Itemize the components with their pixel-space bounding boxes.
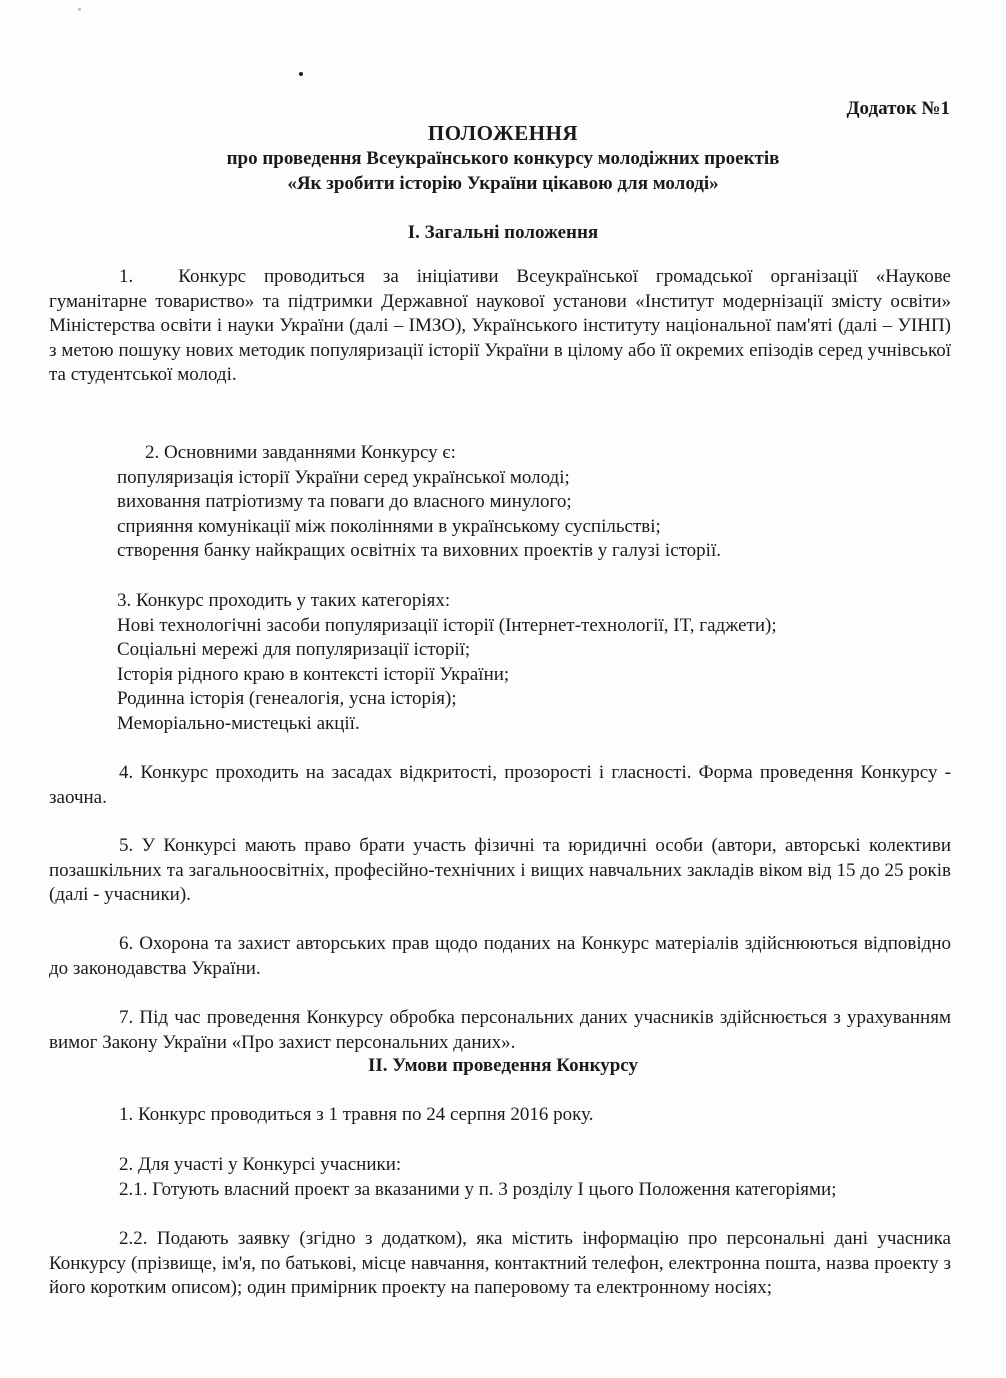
list-item: популяризація історії України серед української молоді; [117,466,570,488]
task-list [117,441,957,564]
document-subtitle: про проведення Всеукраїнського конкурсу молодіжних проектів [226,148,780,169]
paragraph [49,834,951,908]
list-item: створення банку найкращих освітніх та виховних проектів у галузі історії. [117,540,721,561]
scan-speck [299,72,303,76]
list-intro: 2. Основними завданнями Конкурсу є: [145,442,456,463]
list-item: Родинна історія (генеалогія, усна історія); [117,688,457,709]
document-title: ПОЛОЖЕННЯ [427,121,579,145]
paragraph [49,1103,951,1128]
list-item: виховання патріотизму та поваги до власного минулого; [117,491,572,512]
paragraph-number: 1. [119,266,134,287]
paragraph [49,1178,951,1203]
list-item: Соціальні мережі для популяризації історії; [117,639,471,660]
paragraph-text: 4. Конкурс проходить на засадах відкритості, прозорості і гласності. Форма проведення Конкурсу - заочна. [49,762,951,808]
paragraph [49,265,951,388]
paragraph [49,1227,951,1301]
paragraph-text: 2.1. Готують власний проект за вказаними у п. 3 розділу I цього Положення категоріями; [119,1179,837,1200]
paragraph-text: Конкурс проводиться за ініціативи Всеукраїнської громадської організації «Наукове гуманітарне товариство» та підтримки Державної наукової установи «Інститут модернізації змісту освіти» Міністерства освіти і науки України (далі – ІМЗО), Українського інституту національної пам'яті (далі – УІНП) з метою пошуку нових методик популяризації історії України в цілому або її окремих епізодів серед учнівської та студентської молоді. [49,266,951,385]
scan-speck [78,8,81,11]
section-heading: II. Умови проведення Конкурсу [367,1055,638,1076]
document-subtitle: «Як зробити історію України цікавою для молоді» [287,173,719,194]
list-item: Меморіально-мистецькі акції. [117,712,360,734]
list-intro: 3. Конкурс проходить у таких категоріях: [117,590,451,611]
paragraph [49,1006,951,1055]
section-heading: I. Загальні положення [407,222,599,243]
paragraph [49,1153,951,1178]
list-item: сприяння комунікації між поколіннями в українському суспільстві; [117,515,661,537]
paragraph [49,932,951,981]
paragraph-text: 1. Конкурс проводиться з 1 травня по 24 серпня 2016 року. [119,1104,594,1125]
annex-label: Додаток №1 [846,98,950,119]
list-item: Історія рідного краю в контексті історії України; [117,663,510,685]
paragraph-text: 6. Охорона та захист авторських прав щодо поданих на Конкурс матеріалів здійснюються відповідно до законодавства України. [49,933,951,979]
paragraph [49,761,951,810]
paragraph-text: 5. У Конкурсі мають право брати участь фізичні та юридичні особи (автори, авторські колективи позашкільних та загальноосвітніх, професійно-технічних і вищих навчальних закладів віком від 15 до 25 років (далі - учасники). [49,835,951,905]
paragraph-text: 2. Для участі у Конкурсі учасники: [119,1154,402,1175]
list-item: Нові технологічні засоби популяризації історії (Інтернет-технології, IT, гаджети); [117,614,777,636]
paragraph-text: 7. Під час проведення Конкурсу обробка персональних даних учасників здійснюється з урахуванням вимог Закону України «Про захист персональних даних». [49,1007,951,1053]
category-list [117,589,957,736]
paragraph-text: 2.2. Подають заявку (згідно з додатком), яка містить інформацію про персональні дані учасника Конкурсу (прізвище, ім'я, по батькові, місце навчання, контактний телефон, електронна пошта, назва проекту з його коротким описом); один примірник проекту на паперовому та електронному носіях; [49,1228,951,1298]
